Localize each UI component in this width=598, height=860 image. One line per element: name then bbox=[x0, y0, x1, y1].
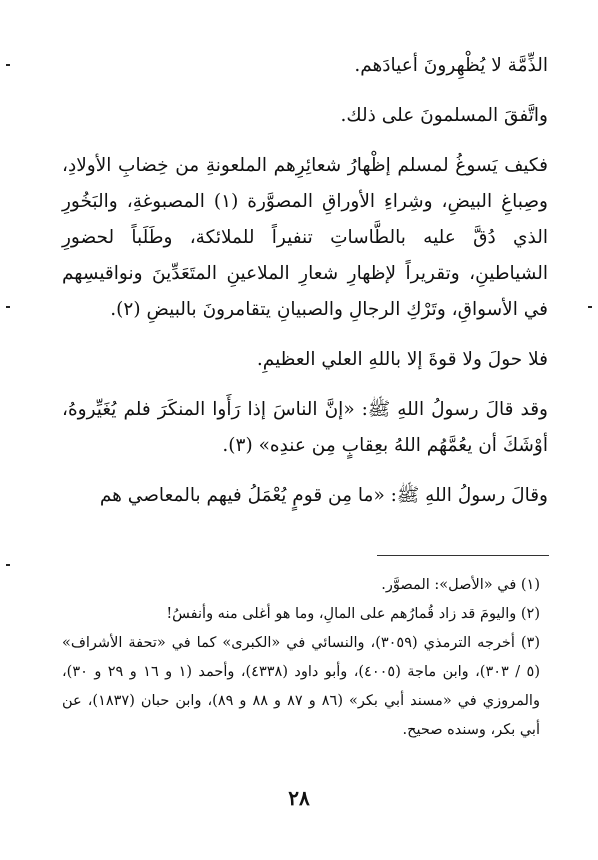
body-line-2: واتَّفقَ المسلمونَ على ذلك. bbox=[340, 105, 548, 126]
page-number: ٢٨ bbox=[288, 786, 310, 810]
footnote-1: (١) في «الأصل»: المصوَّر. bbox=[381, 577, 540, 593]
body-line-4: فلا حولَ ولا قوةَ إلا باللهِ العلي العظيمِ. bbox=[256, 349, 548, 370]
margin-mark bbox=[6, 64, 10, 66]
body-paragraph-5: وقد قالَ رسولُ اللهِ ﷺ: «إنَّ الناسَ إذا رَأَوا المنكَرَ فلم يُغَيِّروهُ، أوْشَكَ أن يعُمَّهُم اللهُ بعِقابٍ مِن عندِه» (٣). bbox=[62, 399, 548, 456]
footnote-divider bbox=[377, 555, 549, 556]
margin-mark bbox=[588, 306, 592, 308]
body-paragraph-3: فكيف يَسوغُ لمسلم إظْهارُ شعائِرِهم الملعونةِ من خِضابِ الأولادِ، وصِباغِ البيضِ، وشِراءِ الأوراقِ المصوَّرة (١) المصبوغةِ، والبَخُورِ الذي دُقَّ عليه بالطَّاساتِ تنفيراً للملائكة، وطَلَباً لحضورِ الشياطينِ، وتقريراً لإظهارِ شعارِ الملاعينِ المتَعَدِّينَ ونواقيسِهم في الأسواقِ، وتَرْكِ الرجالِ والصبيانِ يتقامرونَ بالبيضِ (٢). bbox=[62, 155, 548, 320]
footnote-2: (٢) واليومَ قد زاد قُمارُهم على المالِ، وما هو أغلى منه وأنفسُ! bbox=[166, 606, 540, 622]
footnotes bbox=[62, 571, 540, 745]
margin-mark bbox=[6, 564, 10, 566]
body-line-1: الذِّمَّة لا يُظْهِرونَ أعيادَهم. bbox=[354, 55, 548, 76]
margin-mark bbox=[6, 306, 10, 308]
footnote-3: (٣) أخرجه الترمذي (٣٠٥٩)، والنسائي في «الكبرى» كما في «تحفة الأشراف» (٥ / ٣٠٣)، وابن ماجة (٤٠٠٥)، وأبو داود (٤٣٣٨)، وأحمد (١ و ١٦ و ٢٩ و ٣٠)، والمروزي في «مسند أبي بكر» (٨٦ و ٨٧ و ٨٨ و ٨٩)، وابن حبان (١٨٣٧)، عن أبي بكر، وسنده صحيح. bbox=[62, 635, 540, 738]
main-text bbox=[62, 48, 548, 528]
body-paragraph-6: وقالَ رسولُ اللهِ ﷺ: «ما مِن قومٍ يُعْمَلُ فيهم بالمعاصي هم bbox=[99, 485, 548, 506]
